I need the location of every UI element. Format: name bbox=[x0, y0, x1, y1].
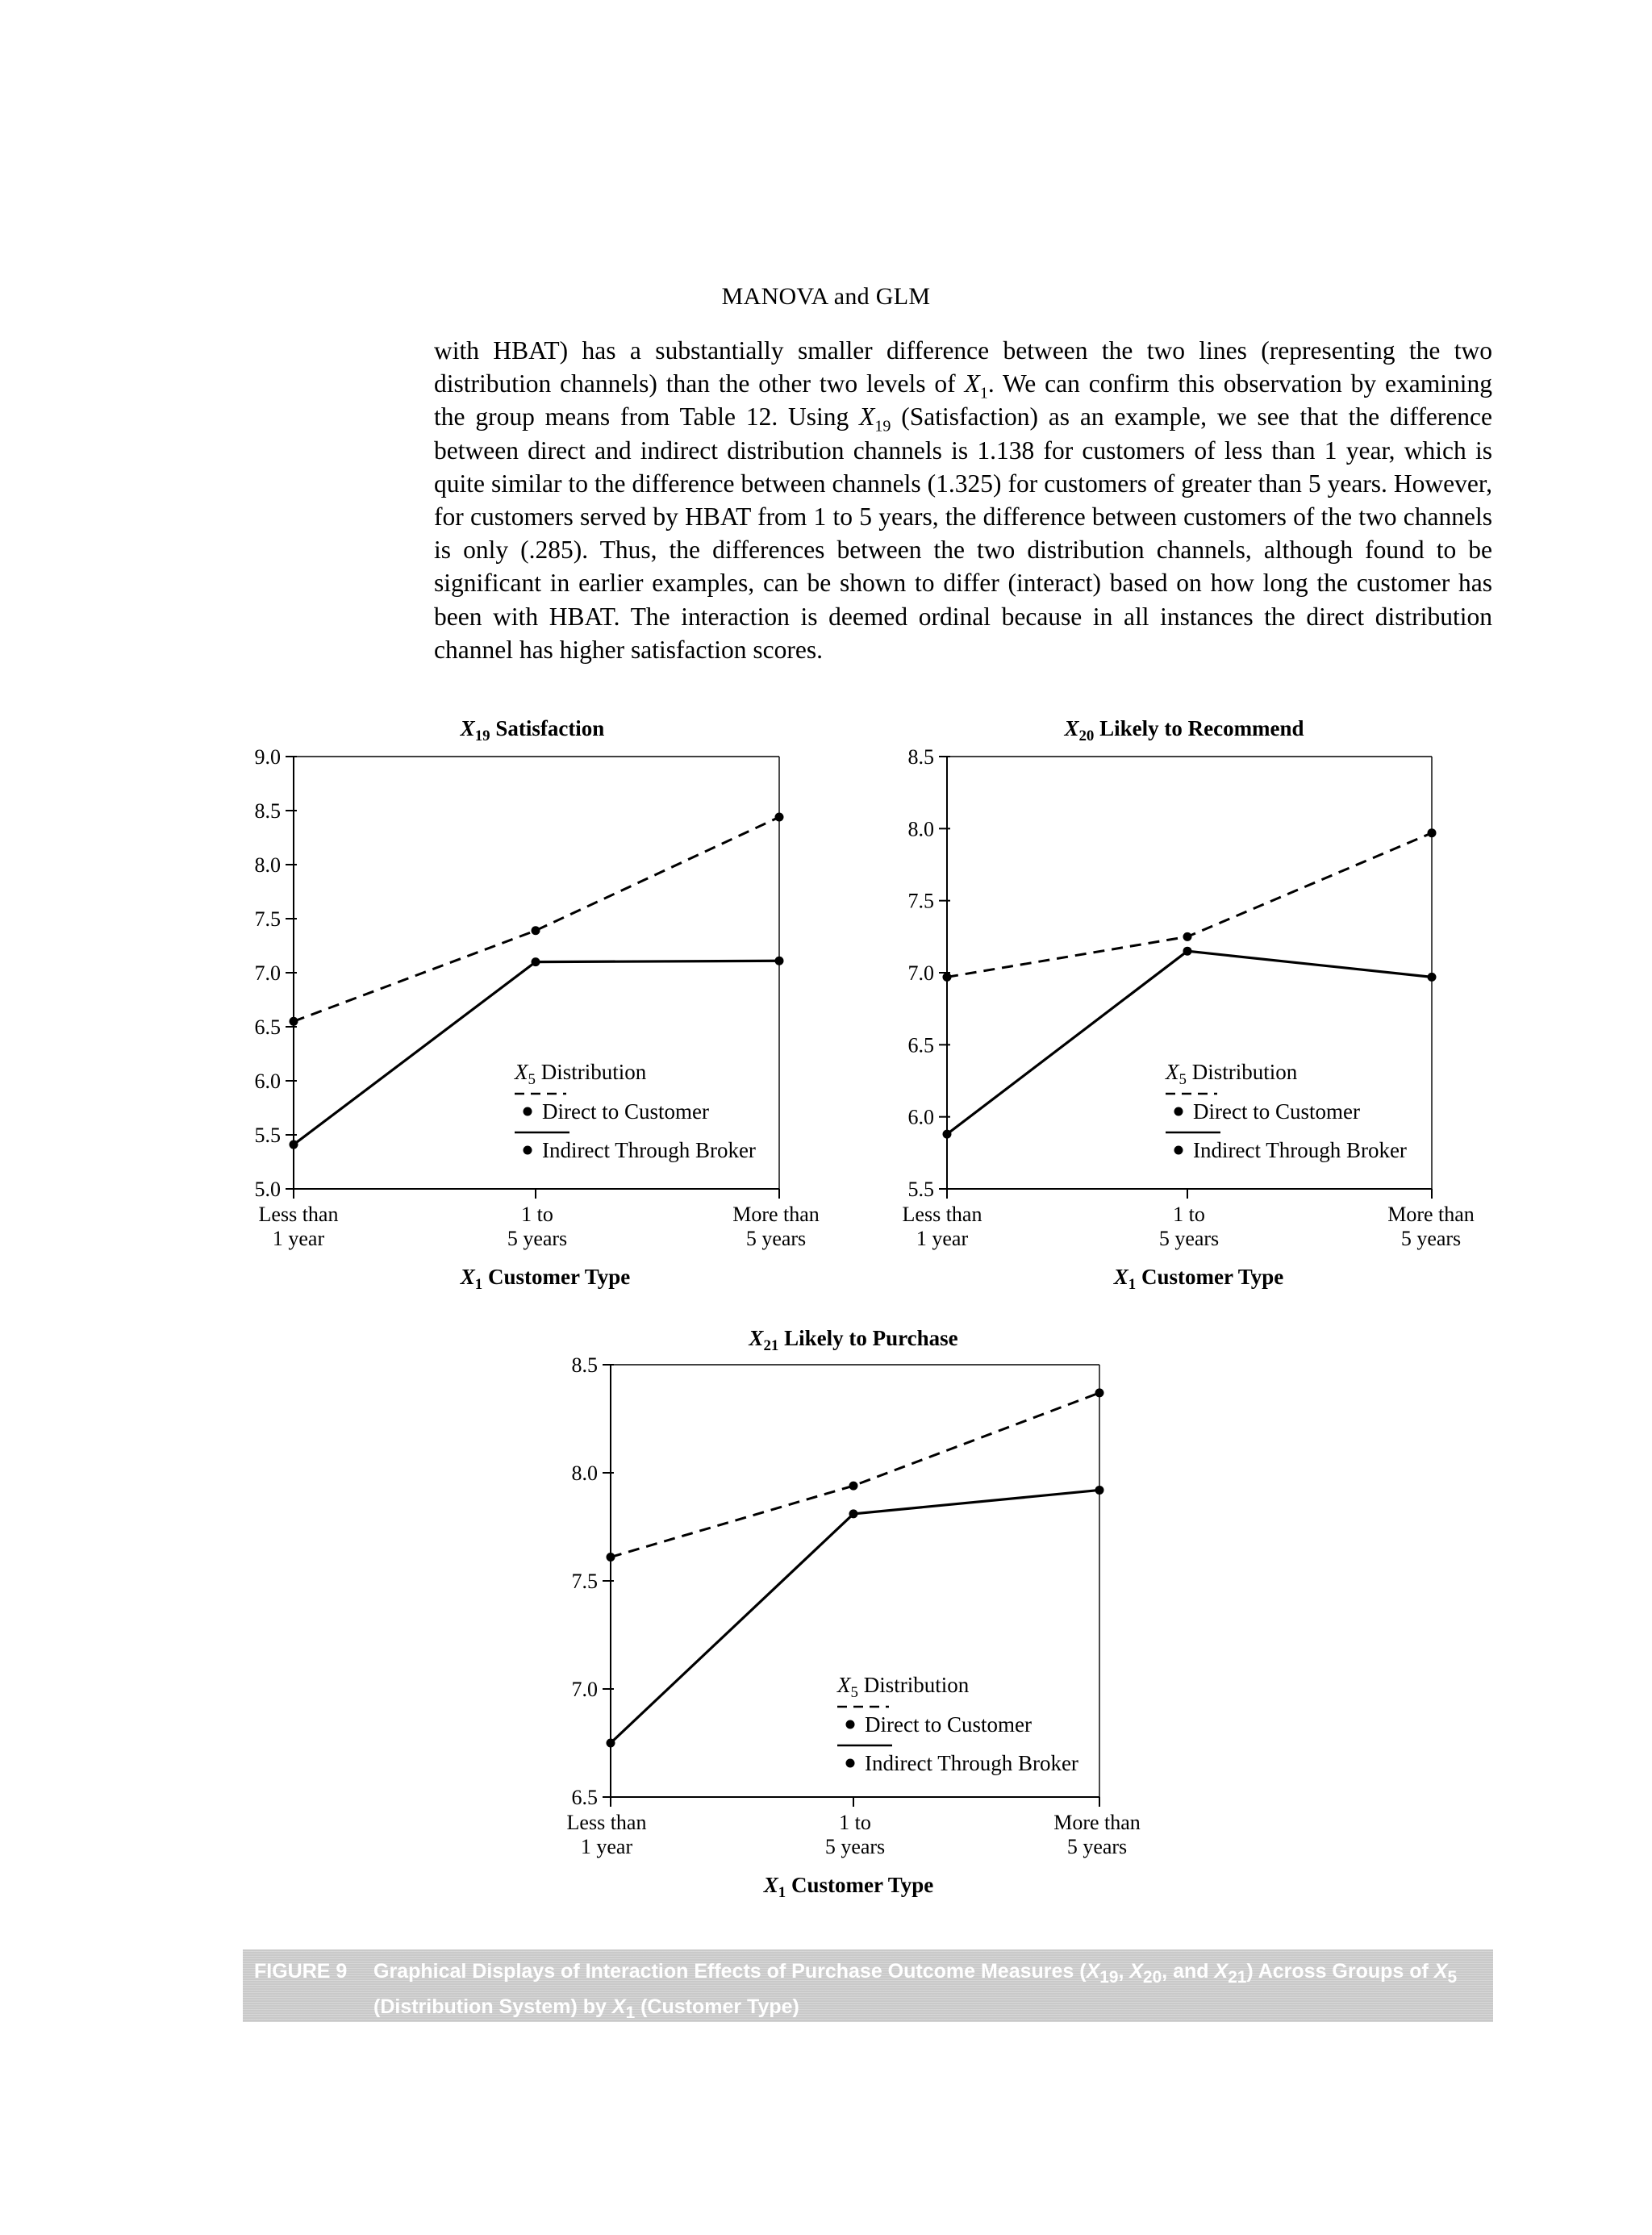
x-tick-label: More than bbox=[1053, 1811, 1141, 1834]
paragraph-text: with HBAT) has a substantially smaller difference between the two lines (representing the two distribution channels) than the other two levels of $X_1$. We can confirm this observation by examining the group means from Table 12. Using $X_{19}$ (Satisfaction) as an example, we see that the difference between direct and indirect distribution channels is 1.138 for customers of less than 1 year, which is quite similar to the difference between channels (1.325) for customers of greater than 5 years. However, for customers served by HBAT from 1 to 5 years, the difference between customers of the two channels is only (.285). Thus, the differences between the two distribution channels, although found to be significant in earlier examples, can be shown to differ (interact) based on how long the customer has been with HBAT. The interaction is deemed ordinal because in all instances the direct distribution channel has higher satisfaction scores. bbox=[434, 336, 1492, 664]
data-point bbox=[1095, 1486, 1104, 1495]
y-tick-label: 7.5 bbox=[254, 907, 281, 931]
legend-title: $X_5$ Distribution bbox=[837, 1673, 970, 1701]
figure-caption-label: FIGURE 9 bbox=[254, 1960, 348, 1983]
x-tick-label: Less than bbox=[902, 1203, 982, 1226]
legend-indirect-label: Indirect Through Broker bbox=[542, 1138, 756, 1162]
data-point bbox=[290, 1140, 298, 1149]
y-tick-label: 6.5 bbox=[571, 1786, 598, 1809]
y-tick-label: 7.5 bbox=[571, 1570, 598, 1593]
y-tick-label: 8.5 bbox=[571, 1353, 598, 1377]
x-tick-label: 5 years bbox=[1158, 1227, 1220, 1250]
series-line-direct bbox=[947, 833, 1432, 978]
x-axis-title: $X_1$ Customer Type bbox=[460, 1265, 631, 1293]
y-tick-label: 7.5 bbox=[907, 889, 934, 913]
legend-title: $X_5$ Distribution bbox=[515, 1060, 647, 1088]
legend-direct-label: Direct to Customer bbox=[865, 1712, 1032, 1737]
x-tick-label: 1 year bbox=[272, 1227, 325, 1250]
y-tick-label: 7.0 bbox=[907, 961, 934, 985]
x-tick-label: Less than bbox=[566, 1811, 647, 1834]
y-tick-label: 8.0 bbox=[907, 817, 934, 841]
series-line-indirect bbox=[611, 1490, 1099, 1743]
y-tick-label: 5.5 bbox=[907, 1178, 934, 1201]
chart-legend bbox=[1165, 1060, 1407, 1162]
data-point bbox=[1428, 973, 1437, 982]
series-line-direct bbox=[611, 1393, 1099, 1557]
x-tick-label: 5 years bbox=[1400, 1227, 1462, 1250]
x-tick-label: 1 to bbox=[521, 1203, 553, 1226]
legend-marker bbox=[846, 1759, 855, 1768]
legend-title: $X_5$ Distribution bbox=[1166, 1060, 1298, 1088]
legend-indirect-label: Indirect Through Broker bbox=[1193, 1138, 1407, 1162]
data-point bbox=[849, 1482, 858, 1491]
chart-title: $X_{19}$ Satisfaction bbox=[460, 716, 605, 744]
x-tick-label: 1 to bbox=[1173, 1203, 1205, 1226]
figure-caption-text: Graphical Displays of Interaction Effects of Purchase Outcome Measures ($X_{19}$, $X_{20}$, and $X_{21}$) Across Groups of $X_5$ (Distribution System) by $X_1$ (Customer Type) bbox=[373, 1960, 1458, 2022]
data-point bbox=[943, 973, 952, 982]
chart-legend bbox=[836, 1673, 1078, 1775]
chart-2 bbox=[903, 716, 1475, 1293]
data-point bbox=[532, 957, 540, 966]
data-point bbox=[607, 1739, 615, 1748]
data-point bbox=[290, 1017, 298, 1026]
legend-marker bbox=[1174, 1146, 1183, 1155]
y-tick-label: 7.0 bbox=[571, 1678, 598, 1701]
y-tick-label: 8.0 bbox=[571, 1462, 598, 1485]
legend-direct-label: Direct to Customer bbox=[542, 1099, 709, 1124]
x-tick-label: 5 years bbox=[745, 1227, 807, 1250]
data-point bbox=[1183, 932, 1192, 941]
legend-marker bbox=[524, 1107, 532, 1116]
x-tick-label: Less than bbox=[258, 1203, 339, 1226]
data-point bbox=[1183, 947, 1192, 956]
x-tick-label: More than bbox=[732, 1203, 820, 1226]
y-tick-label: 8.0 bbox=[254, 853, 281, 877]
x-tick-label: 1 year bbox=[580, 1835, 633, 1858]
data-point bbox=[849, 1509, 858, 1518]
x-axis-title: $X_1$ Customer Type bbox=[763, 1873, 934, 1901]
legend-indirect-label: Indirect Through Broker bbox=[865, 1751, 1078, 1775]
chart-legend bbox=[514, 1060, 756, 1162]
running-head: MANOVA and GLM bbox=[721, 283, 931, 310]
x-tick-label: 5 years bbox=[507, 1227, 568, 1250]
y-tick-label: 8.5 bbox=[907, 745, 934, 769]
y-tick-label: 6.5 bbox=[907, 1033, 934, 1057]
y-tick-label: 7.0 bbox=[254, 961, 281, 985]
data-point bbox=[1428, 828, 1437, 837]
data-point bbox=[1095, 1388, 1104, 1397]
y-tick-label: 6.0 bbox=[907, 1105, 934, 1129]
x-tick-label: 1 year bbox=[916, 1227, 969, 1250]
chart-1 bbox=[255, 716, 820, 1293]
y-tick-label: 8.5 bbox=[254, 799, 281, 823]
data-point bbox=[607, 1553, 615, 1562]
x-tick-label: 5 years bbox=[824, 1835, 886, 1858]
y-tick-label: 5.5 bbox=[254, 1124, 281, 1147]
y-tick-label: 6.5 bbox=[254, 1015, 281, 1039]
chart-3 bbox=[567, 1326, 1141, 1901]
data-point bbox=[943, 1130, 952, 1139]
data-point bbox=[775, 957, 784, 965]
x-tick-label: More than bbox=[1387, 1203, 1475, 1226]
x-tick-label: 1 to bbox=[839, 1811, 871, 1834]
x-tick-label: 5 years bbox=[1066, 1835, 1128, 1858]
legend-marker bbox=[846, 1720, 855, 1729]
chart-title: $X_{21}$ Likely to Purchase bbox=[749, 1326, 958, 1354]
chart-title: $X_{20}$ Likely to Recommend bbox=[1064, 716, 1304, 744]
legend-marker bbox=[524, 1146, 532, 1155]
y-tick-label: 6.0 bbox=[254, 1070, 281, 1093]
legend-direct-label: Direct to Customer bbox=[1193, 1099, 1360, 1124]
series-line-direct bbox=[294, 817, 779, 1021]
data-point bbox=[532, 926, 540, 935]
y-tick-label: 5.0 bbox=[254, 1178, 281, 1201]
figure-caption-bar bbox=[243, 1949, 1493, 2022]
y-tick-label: 9.0 bbox=[254, 745, 281, 769]
x-axis-title: $X_1$ Customer Type bbox=[1113, 1265, 1284, 1293]
legend-marker bbox=[1174, 1107, 1183, 1116]
data-point bbox=[775, 813, 784, 822]
